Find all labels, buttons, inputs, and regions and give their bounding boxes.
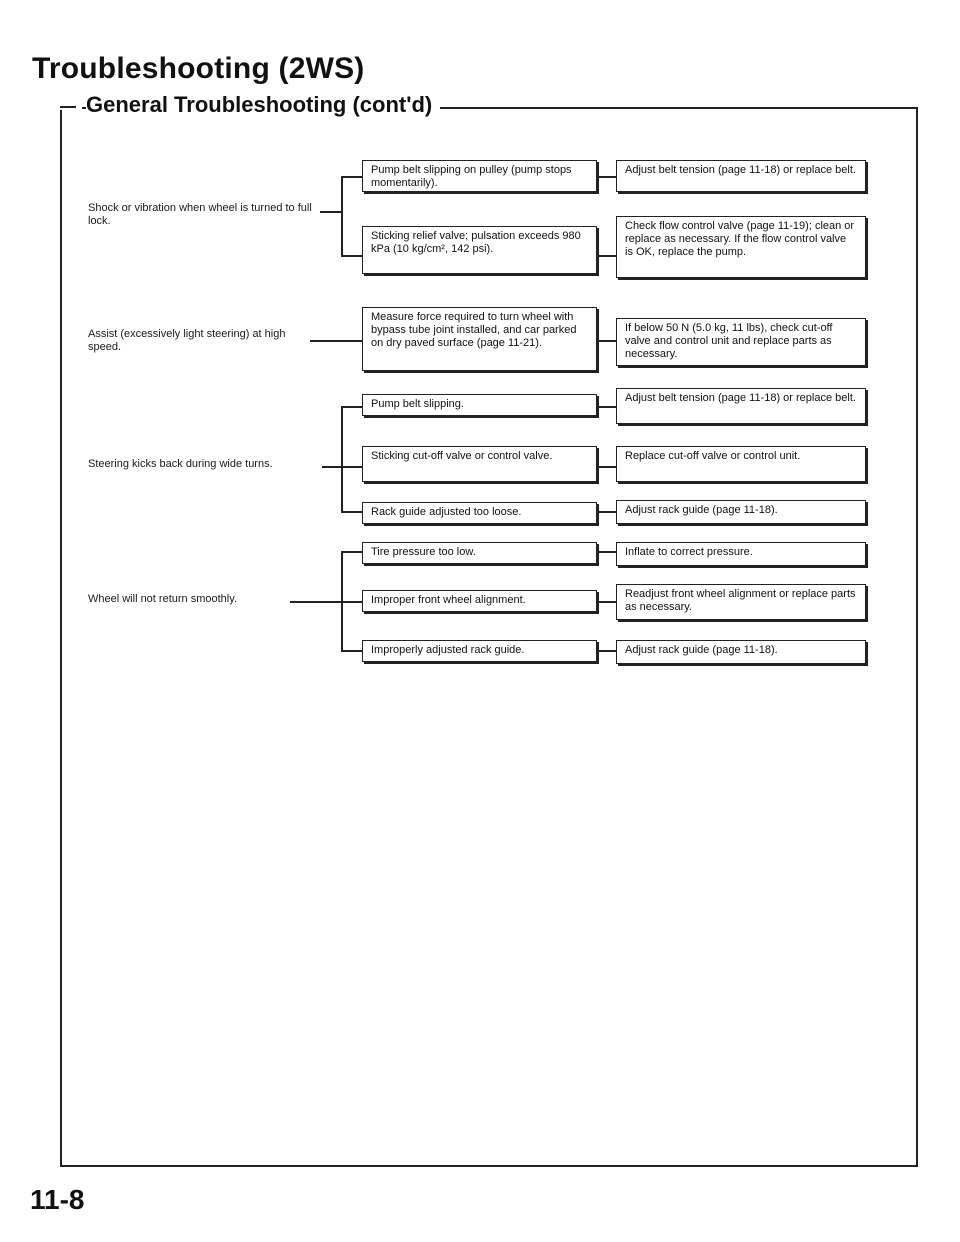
remedy-box: Readjust front wheel alignment or replace parts as necessary. [616, 584, 866, 620]
remedy-box: Adjust belt tension (page 11-18) or replace belt. [616, 388, 866, 424]
cause-box: Sticking cut-off valve or control valve. [362, 446, 597, 482]
remedy-box: Inflate to correct pressure. [616, 542, 866, 566]
symptom-kick-back: Steering kicks back during wide turns. [88, 458, 273, 470]
cause-box: Measure force required to turn wheel with bypass tube joint installed, and car parked on dry paved surface (page 11-21). [362, 307, 597, 371]
remedy-box: If below 50 N (5.0 kg, 11 lbs), check cut-off valve and control unit and replace parts as necessary. [616, 318, 866, 366]
symptom-shock-vibration: Shock or vibration when wheel is turned to full lock. [88, 202, 312, 227]
cause-box: Improperly adjusted rack guide. [362, 640, 597, 662]
cause-box: Sticking relief valve; pulsation exceeds 980 kPa (10 kg/cm², 142 psi). [362, 226, 597, 274]
remedy-box: Replace cut-off valve or control unit. [616, 446, 866, 482]
cause-box: Tire pressure too low. [362, 542, 597, 564]
page-number: 11-8 [30, 1184, 85, 1215]
cause-box: Pump belt slipping. [362, 394, 597, 416]
cause-box: Improper front wheel alignment. [362, 590, 597, 612]
remedy-box: Adjust rack guide (page 11-18). [616, 640, 866, 664]
remedy-box: Check flow control valve (page 11-19); clean or replace as necessary. If the flow control valve is OK, replace the pump. [616, 216, 866, 278]
remedy-box: Adjust belt tension (page 11-18) or replace belt. [616, 160, 866, 192]
cause-box: Rack guide adjusted too loose. [362, 502, 597, 524]
symptom-no-return: Wheel will not return smoothly. [88, 593, 237, 605]
cause-box: Pump belt slipping on pulley (pump stops momentarily). [362, 160, 597, 192]
symptom-light-steering: Assist (excessively light steering) at high speed. [88, 328, 286, 353]
page-title: Troubleshooting (2WS) [32, 52, 365, 85]
section-subtitle: General Troubleshooting (cont'd) [86, 92, 440, 118]
remedy-box: Adjust rack guide (page 11-18). [616, 500, 866, 524]
